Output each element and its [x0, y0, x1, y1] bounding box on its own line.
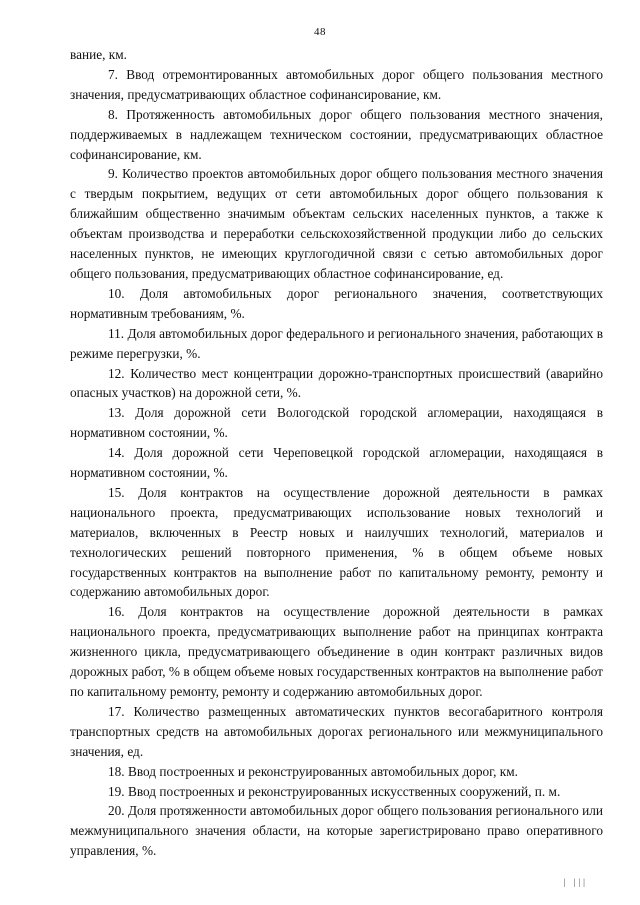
paragraph-item-8: 8. Протяженность автомобильных дорог общего пользования местного значения, поддерживаемых в надлежащем техническом состоянии, предусматривающих областное софинансирование, км. — [70, 106, 603, 162]
paragraph-item-16: 16. Доля контрактов на осуществление дорожной деятельности в рамках национального проекта, предусматривающих выполнение работ на принципах контракта жизненного цикла, предусматривающего объединение в один контракт различных видов дорожных работ, % в общем объеме новых государственных контрактов на выполнение работ по капитальному ремонту, ремонту и содержанию автомобильных дорог. — [70, 604, 603, 699]
paragraph-item-9: 9. Количество проектов автомобильных дорог общего пользования местного значения с твердым покрытием, ведущих от сети автомобильных дорог общего пользования к ближайшим общественно значимым объектам сельских населенных пунктов, а также к объектам производства и переработки сельскохозяйственной продукции либо до сельских населенных пунктов, не имеющих круглогодичной связи с сетью автомобильных дорог общего пользования, предусматривающих областное софинансирование, ед. — [70, 166, 603, 281]
paragraph-item-19: 19. Ввод построенных и реконструированных искусственных сооружений, п. м. — [108, 783, 561, 799]
paragraph-item-13: 13. Доля дорожной сети Вологодской городской агломерации, находящаяся в нормативном состоянии, %. — [70, 405, 603, 441]
paragraph-item-10: 10. Доля автомобильных дорог регионального значения, соответствующих нормативным требованиям, %. — [70, 285, 603, 321]
paragraph-item-20: 20. Доля протяженности автомобильных дорог общего пользования регионального или межмуниципального значения области, на которые зарегистрировано право оперативного управления, %. — [70, 803, 603, 859]
indicator-list — [70, 45, 603, 861]
scan-corner-mark: | ||| — [563, 877, 588, 887]
paragraph-continuation: вание, км. — [70, 47, 127, 62]
paragraph-item-14: 14. Доля дорожной сети Череповецкой городской агломерации, находящаяся в нормативном состоянии, %. — [70, 445, 603, 481]
paragraph-item-11: 11. Доля автомобильных дорог федерального и регионального значения, работающих в режиме перегрузки, %. — [70, 325, 603, 361]
paragraph-item-12: 12. Количество мест концентрации дорожно-транспортных происшествий (аварийно опасных участков) на дорожной сети, %. — [70, 365, 603, 401]
page-number: 48 — [314, 26, 326, 38]
paragraph-item-17: 17. Количество размещенных автоматических пунктов весогабаритного контроля транспортных средств на автомобильных дорогах регионального или межмуниципального значения, ед. — [70, 703, 603, 759]
paragraph-item-7: 7. Ввод отремонтированных автомобильных дорог общего пользования местного значения, предусматривающих областное софинансирование, км. — [70, 66, 603, 102]
paragraph-item-15: 15. Доля контрактов на осуществление дорожной деятельности в рамках национального проекта, предусматривающих использование новых технологий и материалов, включенных в Реестр новых и наилучших технологий, материалов и технологических решений повторного применения, % в общем объеме новых государственных контрактов на выполнение работ по капитальному ремонту, ремонту и содержанию автомобильных дорог. — [70, 484, 603, 600]
paragraph-item-18: 18. Ввод построенных и реконструированных автомобильных дорог, км. — [108, 763, 518, 779]
